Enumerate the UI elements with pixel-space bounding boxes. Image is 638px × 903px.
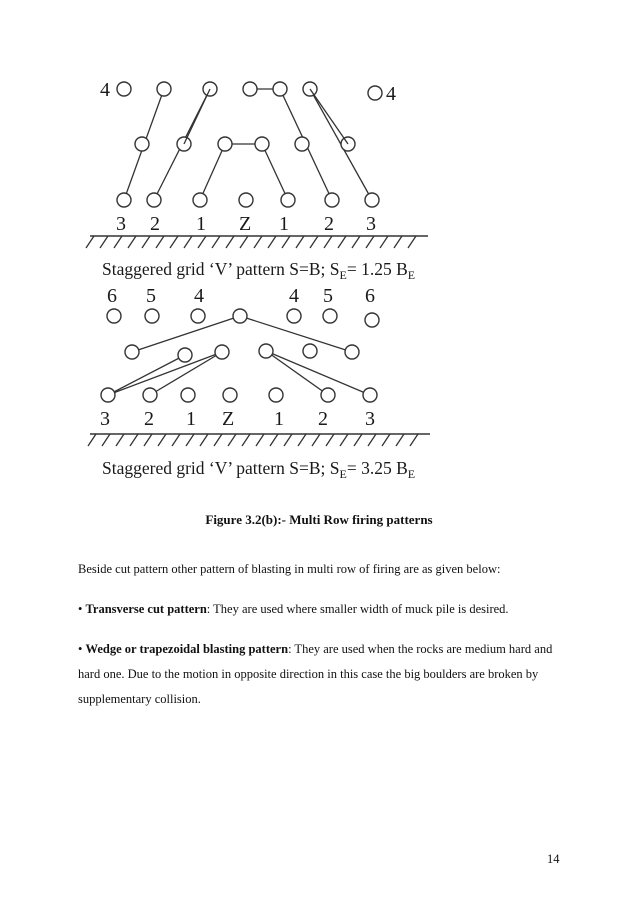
- bottom-row-label: 1: [186, 408, 196, 430]
- bottom-v-pattern-lines: [108, 316, 370, 395]
- bottom-upper-label: 5: [323, 285, 333, 307]
- bottom-row-labels: [100, 408, 375, 430]
- top-row-label: 3: [116, 213, 126, 235]
- bullet-text: : They are used where smaller width of muck pile is desired.: [206, 602, 509, 616]
- bottom-upper-label: 6: [365, 285, 375, 307]
- top-outer-lines: [184, 89, 348, 144]
- top-row-label: 2: [150, 213, 160, 235]
- bottom-row-label: Z: [222, 408, 235, 430]
- top-pattern-caption: Staggered grid ‘V’ pattern S=B; $S_E= 1.25$ $B_E$: [102, 259, 416, 282]
- top-row-label: 3: [366, 213, 376, 235]
- top-row-label: 1: [196, 213, 206, 235]
- top-side-label-left: 4: [100, 79, 110, 101]
- bullet-term: Wedge or trapezoidal blasting pattern: [85, 642, 289, 656]
- bottom-row-label: 2: [318, 408, 328, 430]
- bullet-term: Transverse cut pattern: [85, 602, 207, 616]
- top-side-label-right: 4: [386, 83, 396, 105]
- firing-pattern-diagram: [80, 72, 440, 482]
- intro-paragraph: Beside cut pattern other pattern of blasting in multi row of firing are as given below:: [78, 562, 501, 576]
- bottom-holes: [101, 309, 379, 402]
- top-row-label: 2: [324, 213, 334, 235]
- bottom-row-label: 3: [100, 408, 110, 430]
- bottom-row-label: 1: [274, 408, 284, 430]
- bullet-marker: •: [78, 602, 86, 616]
- bullet-marker: •: [78, 642, 86, 656]
- page-number: 14: [547, 852, 560, 866]
- bottom-row-label: 3: [365, 408, 375, 430]
- top-row-labels: [116, 213, 376, 235]
- bottom-upper-label: 5: [146, 285, 156, 307]
- bottom-row-label: 2: [144, 408, 154, 430]
- figure-caption: Figure 3.2(b):- Multi Row firing patterns: [205, 512, 433, 527]
- bottom-upper-label: 6: [107, 285, 117, 307]
- bottom-pattern-caption: Staggered grid ‘V’ pattern S=B; $S_E= 3.25$ $B_E$: [102, 458, 416, 481]
- bottom-ground-line: [88, 434, 430, 446]
- bullet-transverse-cut: [78, 597, 573, 622]
- top-row-label: Z: [239, 213, 252, 235]
- bottom-upper-label: 4: [194, 285, 204, 307]
- top-row-label: 1: [279, 213, 289, 235]
- top-ground-line: [86, 236, 428, 248]
- bottom-upper-label: 4: [289, 285, 299, 307]
- top-v-pattern-lines: [124, 89, 372, 200]
- bottom-upper-labels: [107, 285, 375, 307]
- bullet-text: : They are used when the rocks are medium hard and hard one. Due to the motion in opposite direction in this case the big boulders are broken by supplementary collision.: [78, 642, 553, 706]
- bullet-wedge-trapezoidal: [78, 637, 573, 712]
